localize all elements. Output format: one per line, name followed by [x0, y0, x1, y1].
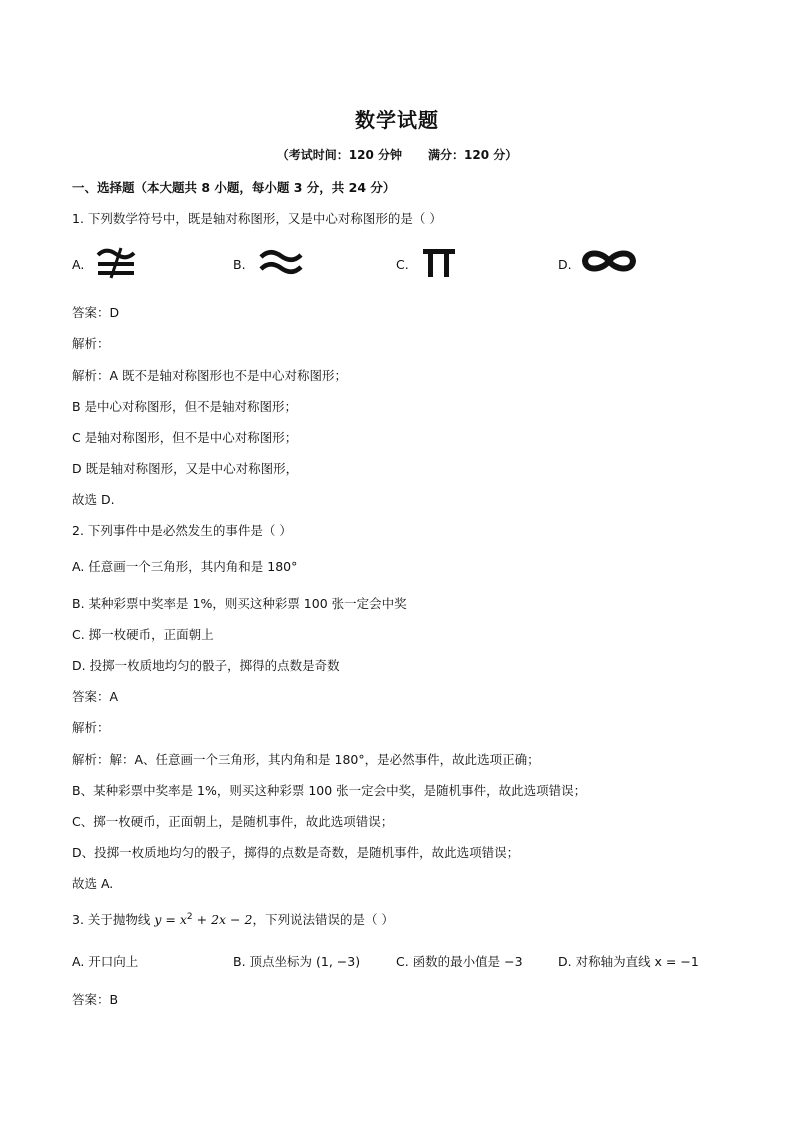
q3-formula-exponent: 2: [186, 911, 193, 922]
q3-formula-rhs: + 2x − 2: [192, 912, 253, 927]
q1-option-a-label: A.: [72, 257, 85, 272]
page-title: 数学试题: [355, 108, 439, 132]
q2-analysis-line: C、掷一枚硬币，正面朝上，是随机事件，故此选项错误；: [72, 814, 394, 829]
q1-option-d-label: D.: [558, 257, 572, 272]
exam-time: （考试时间：120 分钟: [276, 148, 402, 162]
q2-option-a: A. 任意画一个三角形，其内角和是 180°: [72, 559, 298, 574]
q1-analysis-line: D 既是轴对称图形，又是中心对称图形，: [72, 461, 299, 476]
q2-analysis-label: 解析：: [72, 720, 110, 735]
q3-option-a: A. 开口向上: [72, 954, 139, 969]
q1-analysis-line: B 是中心对称图形，但不是轴对称图形；: [72, 399, 298, 414]
q3-formula-lhs: y: [154, 912, 162, 927]
q3-formula-mid: = x: [161, 912, 187, 927]
not-equal-approx-icon: [96, 246, 136, 280]
q3-option-d: D. 对称轴为直线 x = −1: [558, 954, 699, 969]
q2-analysis-line: D、投掷一枚质地均匀的骰子，掷得的点数是奇数，是随机事件，故此选项错误；: [72, 845, 520, 860]
q3-stem-prefix: 3. 关于抛物线: [72, 912, 155, 927]
question-2-stem: 2. 下列事件中是必然发生的事件是（ ）: [72, 523, 292, 538]
q2-option-b: B. 某种彩票中奖率是 1%，则买这种彩票 100 张一定会中奖: [72, 596, 407, 611]
q2-analysis-line: 解析：解：A、任意画一个三角形，其内角和是 180°，是必然事件，故此选项正确；: [72, 752, 540, 767]
question-3-stem: [72, 910, 394, 928]
q1-option-c-label: C.: [396, 257, 409, 272]
q2-option-c: C. 掷一枚硬币，正面朝上: [72, 627, 214, 642]
section-heading: 一、选择题（本大题共 8 小题，每小题 3 分，共 24 分）: [72, 180, 396, 195]
question-1-stem: 1. 下列数学符号中，既是轴对称图形，又是中心对称图形的是（ ）: [72, 211, 442, 226]
q2-analysis-line: 故选 A.: [72, 876, 114, 891]
approx-icon: [259, 247, 303, 275]
q3-stem-suffix: ，下列说法错误的是（ ）: [252, 912, 394, 927]
infinity-icon: [580, 248, 638, 274]
q2-option-d: D. 投掷一枚质地均匀的骰子，掷得的点数是奇数: [72, 658, 340, 673]
q2-answer: 答案：A: [72, 689, 119, 704]
q1-analysis-line: C 是轴对称图形，但不是中心对称图形；: [72, 430, 298, 445]
exam-subtitle: [0, 146, 794, 163]
q1-analysis-line: 解析：A 既不是轴对称图形也不是中心对称图形；: [72, 368, 348, 383]
q1-answer: 答案：D: [72, 305, 120, 320]
q1-analysis-line: 故选 D.: [72, 492, 115, 507]
pi-icon: [422, 246, 456, 278]
exam-score: 满分：120 分）: [428, 148, 518, 162]
q3-option-c: C. 函数的最小值是 −3: [396, 954, 523, 969]
q1-option-b-label: B.: [233, 257, 246, 272]
q2-analysis-line: B、某种彩票中奖率是 1%，则买这种彩票 100 张一定会中奖，是随机事件，故此选项错误；: [72, 783, 587, 798]
q3-answer: 答案：B: [72, 992, 119, 1007]
q3-option-b: B. 顶点坐标为 (1, −3): [233, 954, 361, 969]
q1-analysis-label: 解析：: [72, 336, 110, 351]
